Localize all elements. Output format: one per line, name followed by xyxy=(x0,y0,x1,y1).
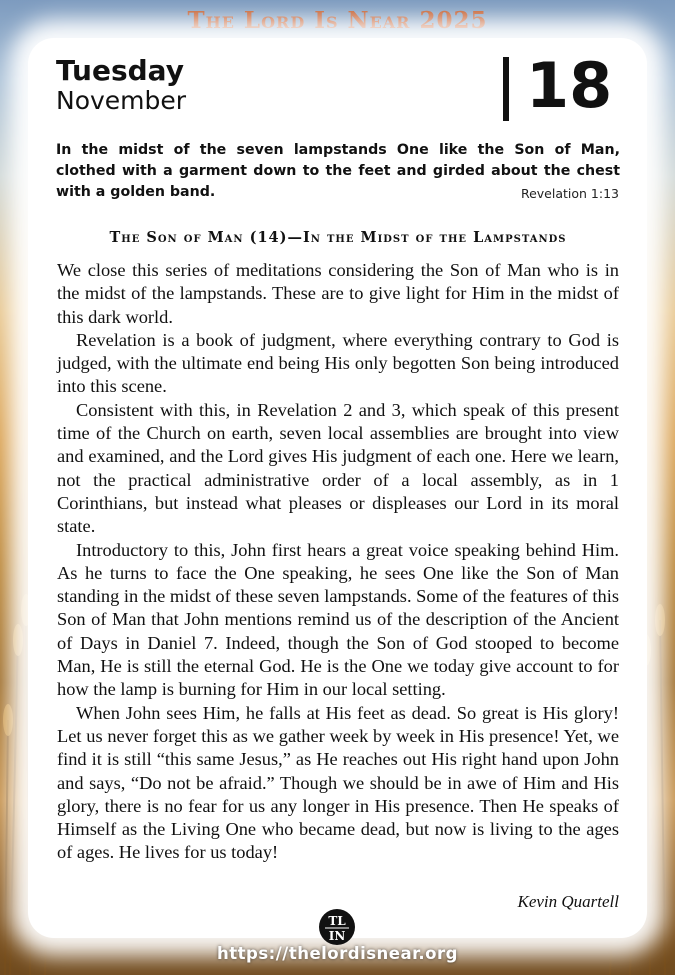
brand-title: The Lord Is Near 2025 xyxy=(187,7,488,34)
weekday: Tuesday xyxy=(56,54,184,87)
website-link[interactable]: https://thelordisnear.org xyxy=(217,944,458,963)
month: November xyxy=(56,86,187,115)
meditation-title: The Son of Man (14)—In the Midst of the Lampstands xyxy=(109,229,567,246)
paragraph: When John sees Him, he falls at His feet as dead. So great is His glory! Let us never forget this as we gather week by week in His presence! Yet, we find it is still “this same Jesus,” as He reaches out His right hand upon John and says, “Do not be afraid.” Though we should be in awe of Him and His glory, there is no fear for us any longer in His presence. Then He speaks of Himself as the Living One who became dead, but now is living to the ages of ages. He lives for us today! xyxy=(57,702,619,863)
paragraph: Revelation is a book of judgment, where everything contrary to God is judged, with the ultimate end being His only begotten Son being introduced into this scene. xyxy=(57,329,619,397)
top-banner xyxy=(0,0,675,40)
tlin-logo-icon xyxy=(318,908,356,946)
paragraph: Consistent with this, in Revelation 2 and 3, which speak of this present time of the Church on earth, seven local assemblies are brought into view and examined, and the Lord gives His judgment of each one. Here we learn, not the practical administrative order of a local assembly, as in 1 Corinthians, but instead what pleases or displeases our Lord in its moral state. xyxy=(57,399,619,537)
logo-letters-bottom: IN xyxy=(328,929,346,943)
day-number: 18 xyxy=(526,49,613,122)
verse-reference: Revelation 1:13 xyxy=(520,186,619,201)
paragraph: We close this series of meditations considering the Son of Man who is in the midst of the lampstands. These are to give light for Him in the midst of this dark world. xyxy=(57,260,619,327)
author-name: Kevin Quartell xyxy=(517,892,619,911)
date-divider xyxy=(503,57,509,121)
logo-letters-top: TL xyxy=(328,914,346,928)
key-verse: In the midst of the seven lampstands One like the Son of Man, clothed with a garment down to the feet and girded about the chest with a golden band. xyxy=(56,142,620,200)
paragraph: Introductory to this, John first hears a great voice speaking behind Him. As he turns to face the One speaking, he sees One like the Son of Man standing in the midst of these seven lampstands. Some of the features of this Son of Man that John mentions remind us of the description of the Ancient of Days in Daniel 7. Indeed, though the Son of God stooped to become Man, He is still the eternal God. He is the One we today give account to for how the lamp is burning for Him in our local setting. xyxy=(57,539,619,700)
meditation-body xyxy=(57,259,619,865)
